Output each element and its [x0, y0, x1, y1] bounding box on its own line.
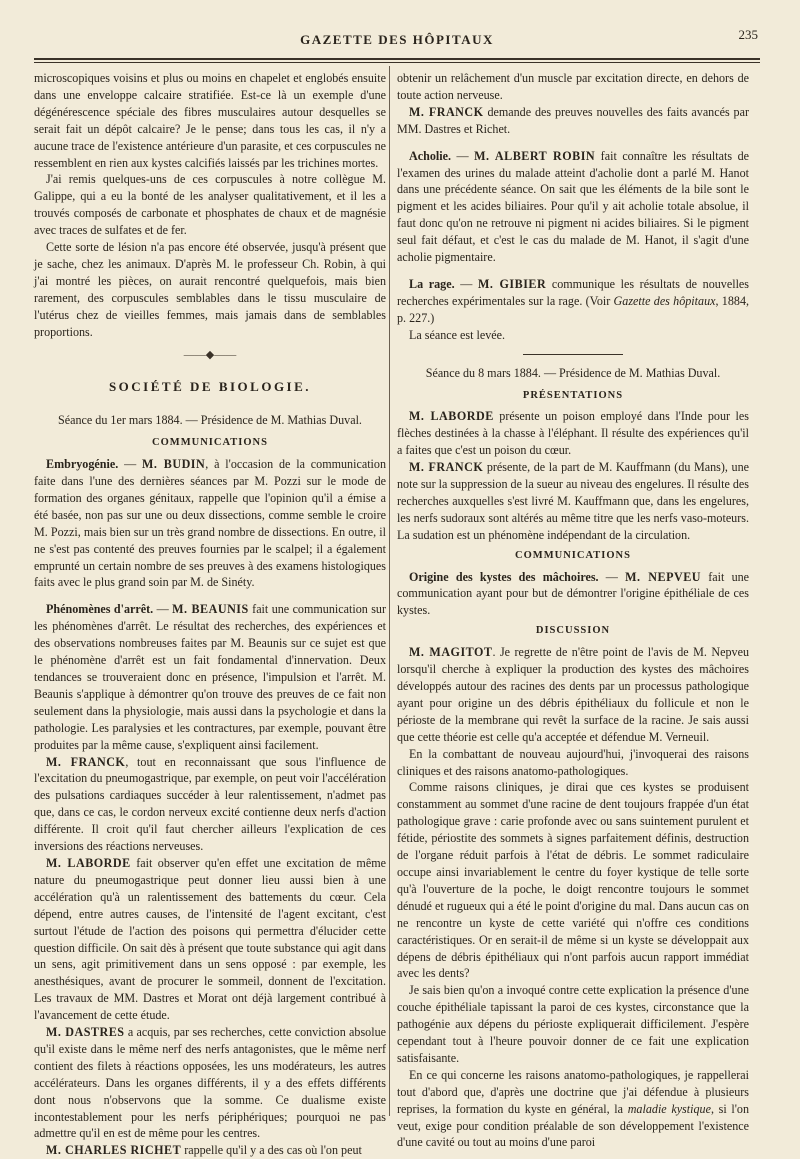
emphasis-text: maladie kystique — [627, 1101, 711, 1116]
topic-lead: Embryogénie. — [46, 457, 119, 472]
topic-lead: Phénomènes d'arrêt. — [46, 602, 154, 617]
paragraph-text: , tout en reconnaissant que sous l'influence de l'excitation du pneumogastrique, par exemple, on peut voir l'accélération des pulsations cardiaques succéder à leur ralentissement, n'admet pas que, dans ce cas, le cordon nerveux excité contienne deux nerfs d'action différente. Il croit qu'il faut chercher ailleurs l'explication de ces inversions des réactions nerveuses. — [34, 754, 386, 854]
subsection-title: PRÉSENTATIONS — [522, 389, 624, 401]
column-divider — [389, 66, 390, 1116]
left-column — [34, 70, 386, 1159]
author-name: M. ALBERT ROBIN — [474, 148, 596, 163]
header-rule-thin — [34, 62, 760, 63]
subsection-title: COMMUNICATIONS — [515, 549, 631, 561]
session-heading: Séance du 8 mars 1884. — Présidence de M. Mathias Duval. — [425, 365, 721, 380]
paragraph-text: fait connaître les résultats de l'examen des urines du malade atteint d'acholie dont a parlé M. Hanot dans une précédente séance. On sait que les éléments de la bile sont le pigment et les acides biliaires. Pour qu'il y ait acholie totale absolue, il faut donc qu'on ne retrouve ni pigment ni acides biliaires. Si le pigment seul fait défaut, et c'est le cas du malade de M. Hanot, il s'agit d'une acholie pigmentaire. — [397, 148, 749, 265]
paragraph-text: fait une communication sur les phénomènes d'arrêt. Le résultat des recherches, des expériences et des observations nombreuses faites par M. Beaunis sur ce sujet est que le phénomène d'arrêt est un fait fondamental d'innervation. Deux tendances se trouveraient donc en présence, l'impulsion et l'arrêt. M. Beaunis s'applique à démontrer qu'on trouve des preuves de ce fait non seulement dans la physiologie, mais aussi dans la psychologie et dans la pathologie. Les paralysies et les contractures, par exemple, pouvant être produites par la même cause, s'expliquent ainsi facilement. — [34, 602, 386, 752]
paragraph-text: , 1884, p. 227.) — [397, 293, 750, 325]
paragraph: J'ai remis quelques-uns de ces corpuscules à notre collègue M. Galippe, qui a eu la bonté de les analyser qualitativement, et il les a trouvés composés de carbonate et phosphates de chaux et de magnésie avec traces de sulfates et de fer. — [34, 172, 386, 238]
paragraph: Phénomènes d'arrêt. — M. BEAUNIS fait une communication sur les phénomènes d'arrêt. Le résultat des recherches, des expériences et des observations nombreuses faites par M. Beaunis sur ce sujet est que le phénomène d'arrêt est un fait fondamental d'innervation. Deux tendances se trouveraient donc en présence, l'impulsion et l'arrêt. M. Beaunis s'applique à démontrer qu'on trouve des preuves de ce fait non seulement dans la physiologie, mais aussi dans la psychologie et dans la pathologie. Les paralysies et les contractures, par exemple, pouvant être produites par la même cause, s'expliquent ainsi facilement. — [34, 602, 386, 752]
paragraph: Origine des kystes des mâchoires. — M. NEPVEU fait une communication ayant pour but de démontrer l'origine épithéliale de ces kystes. — [397, 569, 750, 618]
paragraph-text: présente, de la part de M. Kauffmann (du Mans), une note sur la suppression de la sueur au niveau des engelures. Il résulte des recherches auxquelles s'est livré M. Kauffmann que, dans les engelures, les nerfs sudoraux sont altérés au même titre que les nerfs vaso-moteurs. La sudation est un phénomène indépendant de la circulation. — [397, 460, 749, 542]
author-name: M. LABORDE — [46, 855, 131, 870]
section-title: SOCIÉTÉ DE BIOLOGIE. — [108, 379, 312, 395]
section-ornament: ——◆—— — [183, 348, 237, 361]
topic-lead: La rage. — [409, 276, 455, 291]
paragraph: microscopiques voisins et plus ou moins en chapelet et englobés ensuite dans une enveloppe calcaire stratifiée. Est-ce là un exemple d'une dégénérescence spéciale des fibres musculaires autour desquelles se serait fait un dépôt calcaire? Je le pense; dans tous les cas, il n'y a aucune trace de l'existence antérieure d'un parasite, et ces corpuscules ne ressemblent en rien aux kystes calcifiés laissés par les trichines mortes. — [34, 71, 386, 170]
author-name: M. FRANCK — [46, 754, 126, 769]
paragraph: Acholie. — M. ALBERT ROBIN fait connaître les résultats de l'examen des urines du malade atteint d'acholie dont a parlé M. Hanot dans une précédente séance. On sait que les éléments de la bile sont le pigment et les acides biliaires. Pour qu'il y ait acholie totale absolue, il faut donc qu'on ne retrouve ni pigment ni acides biliaires. Si le pigment seul fait défaut, et c'est le cas du malade de M. Hanot, il s'agit d'une acholie pigmentaire. — [397, 148, 749, 265]
paragraph: La séance est levée. — [409, 327, 506, 342]
paragraph-text: fait une communication ayant pour but de démontrer l'origine épithéliale de ces kystes. — [397, 569, 750, 618]
paragraph-text: , si l'on veut, exige pour condition préalable de son développement l'existence d'une cavité ou tout au moins d'une paroi — [397, 1101, 749, 1150]
paragraph — [34, 855, 386, 1024]
right-column — [397, 70, 749, 1151]
paragraph-text: fait observer qu'en effet une excitation de même nature du pneumogastrique peut donner lieu aussi bien à une accélération qu'à un ralentissement des battements du cœur. Cela dépend, entre autres causes, de l'intensité de l'agent excitant, c'est surtout l'étude de l'action des poisons qui permettra d'élucider cette question difficile. On sait dès à présent que toute substance qui agit dans un sens, agit primitivement dans un sens opposé : par exemple, les anesthésiques, avant de procurer le sommeil, donnent de l'excitation. Les travaux de MM. Dastres et Morat ont déjà largement contribué à l'avancement de cette étude. — [34, 855, 386, 1023]
author-name: M. NEPVEU — [625, 569, 702, 584]
paragraph-text: a acquis, par ses recherches, cette conviction absolue qu'il existe dans le même nerf des nerfs antagonistes, que le même nerf contient des filets à réactions opposées, les uns modérateurs, les autres accélérateurs. Dans les organes différents, il y a des effets différents dont nous n'observons que la somme. Ce dualisme existe incontestablement pour les nerfs périphériques; pourquoi ne pas admettre qu'il en est de même pour les centres. — [34, 1025, 386, 1141]
paragraph-text: présente un poison employé dans l'Inde pour les flèches destinées à la chasse à l'éléphant. Il résulte des expériences qu'il a faites que c'est un poison du cœur. — [397, 409, 749, 458]
header-rule — [34, 58, 760, 60]
paragraph — [397, 459, 749, 544]
page-number: 235 — [738, 27, 758, 42]
author-name: M. LABORDE — [409, 409, 494, 424]
session-heading: Séance du 1er mars 1884. — Présidence de M. Mathias Duval. — [58, 413, 362, 428]
paragraph: Comme raisons cliniques, je dirai que ces kystes se produisent constamment au sommet d'une racine de dent toujours frappée d'un état pathologique grave : carie profonde avec ou sans suintement purulent et fétide, périostite des sommets à signes parfaitement définis, destruction de l'organe réduit parfois à l'état de débris. Le sommet radiculaire occupe ainsi invariablement le centre du foyer kystique de telle sorte qu'à l'ouverture de la poche, le doigt rencontre toujours le sommet dénudé et rugueux qui a été le point d'origine du mal. Dans aucun cas on ne rencontre un kyste de cette variété qui n'offre ces conditions caractéristiques. Or en serait-il de même si un kyste se développait aux dépens de débris épithéliaux qui n'ont parfois aucun rapport immédiat avec les dents? — [397, 780, 749, 981]
author-name: M. FRANCK — [409, 104, 484, 119]
journal-title: GAZETTE DES HÔPITAUX — [300, 32, 494, 47]
page-header — [34, 24, 760, 54]
paragraph-text: rappelle qu'il y a des cas où l'on peut — [181, 1143, 362, 1158]
paragraph: La rage. — M. GIBIER communique les résultats de nouvelles recherches expérimentales sur la rage. (Voir Gazette des hôpitaux, 1884, p. 227.) — [397, 276, 750, 325]
topic-lead: Origine des kystes des mâchoires. — [409, 569, 599, 584]
paragraph-text: En ce qui concerne les raisons anatomo-pathologiques, je rappellerai tout d'abord que, d'après une doctrine que j'ai défendue à plusieurs reprises, la formation du kyste en général, la — [397, 1067, 749, 1116]
paragraph-text: . Je regrette de n'être point de l'avis de M. Nepveu lorsqu'il cherche à expliquer la production des kystes des mâchoires développés autour des racines des dents par un processus pathologique ayant pour origine un des débris épithéliaux du follicule et non le périoste de la membrane qui revêt la surface de la racine. Je sais aussi que cette théorie est celle qu'a acceptée et défendue M. Verneuil. — [397, 645, 749, 744]
section-separator — [523, 354, 623, 355]
paragraph — [397, 644, 749, 745]
paragraph-text: , à l'occasion de la communication faite dans l'une des dernières séances par M. Pozzi sur le mode de formation des organes génitaux, rappelle que l'opinion qu'il a émise a été basée, non pas sur une ou deux dissections, comme semble le croire M. Pozzi, mais bien sur un très grand nombre de dissections. En outre, il ne s'est pas contenté des preuves fournies par le scalpel; il a également emprunté un certain nombre de ses preuves à des examens histologiques faits avec le plus grand soin par M. de Sinéty. — [34, 457, 387, 590]
paragraph — [34, 754, 386, 855]
paragraph: Embryogénie. — M. BUDIN, à l'occasion de la communication faite dans l'une des dernières séances par M. Pozzi sur le mode de formation des organes génitaux, rappelle que l'opinion qu'il a émise a été basée, non pas sur une ou deux dissections, comme semble le croire M. Pozzi, mais bien sur un très grand nombre de dissections. En outre, il ne s'est pas contenté des preuves fournies par le scalpel; il a également emprunté un certain nombre de ses preuves à des examens histologiques faits avec le plus grand soin par M. de Sinéty. — [34, 457, 387, 590]
paragraph: Cette sorte de lésion n'a pas encore été observée, jusqu'à présent que je sache, chez les animaux. D'après M. le professeur Ch. Robin, à qui j'ai montré les pièces, on aurait rencontré quelquefois, mais bien rarement, des corpuscules semblables dans le tissu musculaire de l'utérus chez de vieilles femmes, mais jamais dans de semblables proportions. — [34, 240, 386, 339]
paragraph — [34, 1024, 386, 1142]
author-name: M. CHARLES RICHET — [46, 1143, 182, 1158]
author-name: M. MAGITOT — [409, 645, 493, 660]
paragraph — [397, 408, 749, 459]
paragraph-text: demande des preuves nouvelles des faits avancés par MM. Dastres et Richet. — [397, 104, 749, 136]
author-name: M. BEAUNIS — [172, 602, 249, 617]
author-name: M. BUDIN — [142, 457, 206, 472]
paragraph — [34, 1142, 386, 1159]
paragraph — [397, 1067, 749, 1152]
paragraph: Je sais bien qu'on a invoqué contre cette explication la présence d'une couche épithéliale tapissant la paroi de ces kystes, circonstance que la pathogénie aux dépens du périoste expliquerait difficilement. J'espère cependant tout à l'heure pouvoir donner de ce fait une explication satisfaisante. — [397, 983, 749, 1065]
paragraph-text: communique les résultats de nouvelles recherches expérimentales sur la rage. (Voir — [397, 276, 750, 308]
author-name: M. GIBIER — [477, 276, 547, 291]
subsection-title: DISCUSSION — [535, 625, 611, 637]
paragraph: En la combattant de nouveau aujourd'hui, j'invoquerai des raisons cliniques et des raisons anatomo-pathologiques. — [397, 746, 749, 778]
journal-reference: Gazette des hôpitaux — [613, 293, 716, 308]
subsection-title: COMMUNICATIONS — [152, 437, 268, 449]
author-name: M. FRANCK — [409, 460, 484, 475]
topic-lead: Acholie. — [409, 148, 451, 163]
author-name: M. DASTRES — [46, 1025, 125, 1040]
paragraph: obtenir un relâchement d'un muscle par excitation directe, en dehors de toute action nerveuse. — [397, 71, 749, 102]
paragraph — [397, 104, 749, 138]
